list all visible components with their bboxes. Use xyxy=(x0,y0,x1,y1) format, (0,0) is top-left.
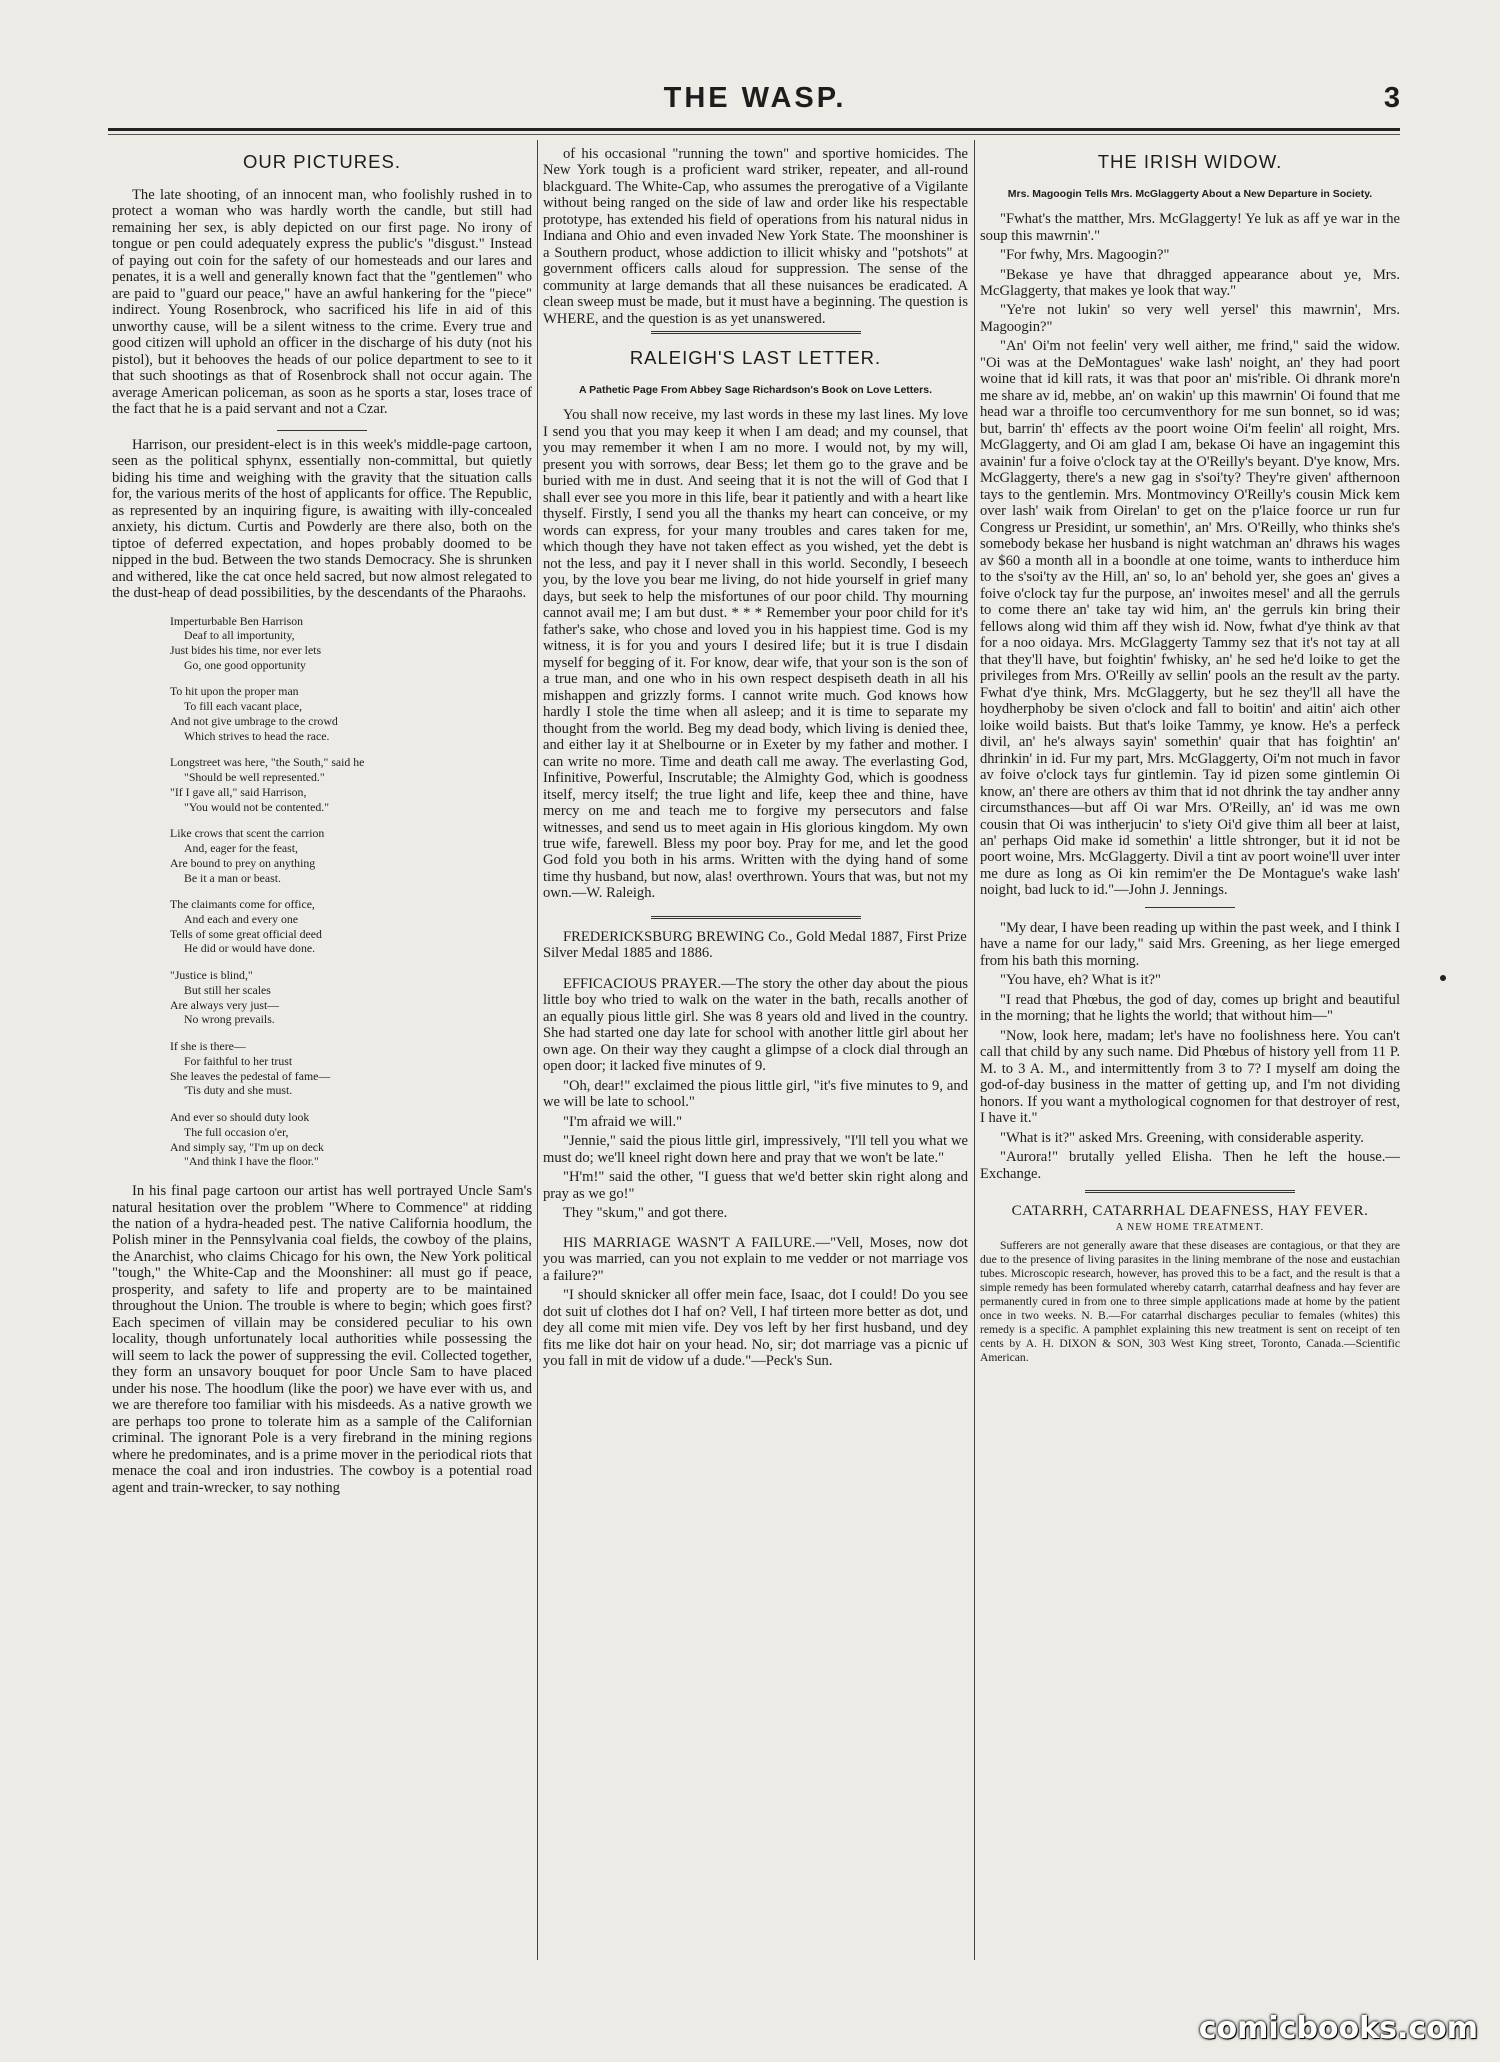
paragraph: "Fwhat's the matther, Mrs. McGlaggerty! Ye luk as aff ye war in the soup this mawrnin'." xyxy=(980,211,1400,244)
paragraph: HIS MARRIAGE WASN'T A FAILURE.—"Vell, Moses, now dot you was married, can you not explain to me vedder or not marriage vos a failure?" xyxy=(543,1234,968,1284)
margin-dot xyxy=(1440,975,1446,981)
verse-line: Which strives to head the race. xyxy=(184,728,330,743)
paragraph: "Jennie," said the pious little girl, impressively, "I'll tell you what we must do; we'll kneel right down here and pray that we won't be late." xyxy=(543,1133,968,1166)
paragraph: "Aurora!" brutally yelled Elisha. Then he left the house.—Exchange. xyxy=(980,1149,1400,1182)
verse-line: He did or would have done. xyxy=(184,941,316,956)
separator xyxy=(651,331,861,334)
verse-line: Like crows that scent the carrion xyxy=(170,826,325,841)
stanza xyxy=(170,826,532,885)
catarrh-ad-text: Sufferers are not generally aware that these diseases are contagious, or that they are due to the presence of living parasites in the lining membrane of the nose and eustachian tubes. Microscopic research, however, has proved this to be a fact, and the result is that a simple remedy has been formulated whereby catarrh, catarrhal deafness and hay fever are permanently cured in from one to three simple applications made at home by the patient once in two weeks. N. B.—For catarrhal discharges peculiar to females (whites) this remedy is a specific. A pamphlet explaining this new treatment is sent on receipt of ten cents by A. H. DIXON & SON, 303 West King street, Toronto, Canada.—Scientific American. xyxy=(980,1239,1400,1364)
paragraph: "Oh, dear!" exclaimed the pious little girl, "it's five minutes to 9, and we will be late to school." xyxy=(543,1077,968,1111)
verse-line: She leaves the pedestal of fame— xyxy=(170,1068,331,1083)
verse-line: "You would not be contented." xyxy=(184,799,330,814)
stanza xyxy=(170,1110,532,1169)
paragraph: "I read that Phœbus, the god of day, comes up bright and beautiful in the morning; that he lights the world; that without him—" xyxy=(980,991,1400,1025)
verse-line: Just bides his time, nor ever lets xyxy=(170,642,322,657)
verse-line: Be it a man or beast. xyxy=(184,870,281,885)
masthead-title: THE WASP. xyxy=(663,82,847,114)
paragraph: "An' Oi'm not feelin' very well aither, me frind," said the widow. "Oi was at the DeMontagues' wake lash' noight, an' they had poort woine that id kill rats, it was that poor an' mis'rible. Oi dhrank more'n me share av id, mebbe, an' on wakin' up this mawrnin' Oi found that me head war a throifle too cercumventhory for me sun bonnet, so id was; but, barrin' th' effects av the poort woine Oi'm feelin' all roight, Mrs. McGlaggerty, and Oi am glad I am, bekase Oi have an ingagemint this avainin' fur a foive o'clock tay at the O'Reilly's beyant. D'ye know, Mrs. McGlaggerty, there's a new gag in s'soi'ty? They're given' afthernoon tays to the gentlemin. Mrs. Montmovincy O'Reilly's cousin Mick kem over lash' waik from Oirelan' to get on the p'laice foorce ur run fur Congress ur Presidint, ur somethin', an' Mrs. O'Reilly, who thinks she's somebody bekase her husband is night watchman an' dhraws his wages av $60 a month all in a boondle at one toime, wants to intherduce him to the s'soi'ty av the Hill, an' so, lo an' behold yer, she goes an' gives a foive o'clock tay fur the purpose, an' inwoites mesel' and all the gerruls to come there an' take tay wid him, an' the gerruls kin bring their fellows along wid thim aff they wish id. Now, fwhat d'ye think av that for a noo oidaya. Mrs. McGlaggerty Tammy sez that it's not tay at all that they'll have, but foightin' fwhisky, an' he sed he'd loike to get the privileges from Mrs. O'Reilly av sellin' pools an the result av the party. Fwhat d'ye think, Mrs. McGlaggerty, but he sez they'll all have the hoydherphoby be siven o'clock and fall to boitin' and aitin' aich other loike woild baists. But that's loike Tammy, ye know. He's a perfeck divil, an' he's always sayin' somethin' quair that has foightin' an' dhrinkin' in id. Fur my part, Mrs. McGlaggerty, Oi'm not much in favor av foive o'clock tays fur gintlemin. Tay id pizen some gintlemin Oi know, an' there are others av thim that id not dhrink the tay andher anny circumsthances—but aff Oi war Mrs. O'Reilly, an' id was me own cousin that Oi was intherjucin' to s'iety Oi'd give thim all beer at laist, an' perhaps Oid make id somethin' a little shtronger, but it id not be poort woine, Mrs. McGlaggerty. Divil a tint av poort woine'll uver inter me dure as long as Oi kin remim'er the De Montague's wake lash' noight, bad luck to id."—John J. Jennings. xyxy=(980,338,1400,899)
article-heading-irish-widow: THE IRISH WIDOW. xyxy=(1097,151,1283,172)
watermark: comicbooks.com xyxy=(1198,2011,1478,2046)
column-divider xyxy=(537,140,538,1960)
stanza xyxy=(170,755,532,814)
verse-line: And not give umbrage to the crowd xyxy=(170,713,338,728)
paragraph: "My dear, I have been reading up within the past week, and I think I have a name for our lady," said Mrs. Greening, as her liege emerged from his bath this morning. xyxy=(980,919,1400,969)
column-divider xyxy=(974,140,975,1960)
catarrh-subheading: A NEW HOME TREATMENT. xyxy=(1115,1222,1265,1234)
paragraph-continued: of his occasional "running the town" and sportive homicides. The New York tough is a proficient ward striker, repeater, and all-round blackguard. The White-Cap, who assumes the prerogative of a Vigilante without being ranged on the side of law and order like his respectable prototype, has extended his field of operations from his natural nidus in Indiana and Ohio and even invaded New York State. The moonshiner is a Southern product, whose addiction to illicit whisky and "potshots" at government officers calls aloud for suppression. The sense of the community at large demands that all these nuisances be eradicated. A clean sweep must be made, but it must have a beginning. The question is WHERE, and the question is as yet unanswered. xyxy=(543,146,968,327)
paragraph: "You have, eh? What is it?" xyxy=(1000,972,1161,989)
verse-line: The claimants come for office, xyxy=(170,897,315,912)
masthead-rule-thin xyxy=(108,134,1400,135)
verse-line: To fill each vacant place, xyxy=(184,699,303,714)
paragraph: "Ye're not lukin' so very well yersel' this mawrnin', Mrs. Magoogin?" xyxy=(980,302,1400,335)
catarrh-heading: CATARRH, CATARRHAL DEAFNESS, HAY FEVER. xyxy=(1011,1203,1369,1220)
verse-line: But still her scales xyxy=(184,982,271,997)
verse-line: Are bound to prey on anything xyxy=(170,855,316,870)
masthead xyxy=(110,82,1400,122)
verse-line: 'Tis duty and she must. xyxy=(184,1083,293,1098)
verse-line: Go, one good opportunity xyxy=(184,657,306,672)
brewing-notice: FREDERICKSBURG BREWING Co., Gold Medal 1887, First Prize Silver Medal 1885 and 1886. xyxy=(543,928,967,962)
stanza xyxy=(170,684,532,743)
paragraph: "Now, look here, madam; let's have no foolishness here. You can't call that child by any such name. Did Phœbus of history yell from 11 P. M. to 3 A. M., and intermittently from 3 to 7? I myself am doing the god-of-day business in the matter of getting up, and I'm not dividing honors. If you want a mythological cognomen for that destroyer of rest, I have it." xyxy=(980,1027,1400,1127)
article-subheading: Mrs. Magoogin Tells Mrs. McGlaggerty About a New Departure in Society. xyxy=(1007,187,1373,200)
verse-line: "If I gave all," said Harrison, xyxy=(170,784,307,799)
paragraph: Harrison, our president-elect is in this week's middle-page cartoon, seen as the political sphynx, essentially non-committal, but quietly biding his time and weighing with the gravity that the situation calls for, the various merits of the host of applicants for office. The Republic, as represented by an inquiring figure, is awaiting with illy-concealed anxiety, his dictum. Curtis and Powderly are there also, both on the tiptoe of deferred expectation, and hopes probably doomed to be nipped in the bud. Between the two stands Democracy. She is shrunken and withered, like the cat once held sacred, but now almost relegated to the dust-heap of dead possibilities, by the descendants of the Pharaohs. xyxy=(112,436,532,602)
verse-line: For faithful to her trust xyxy=(184,1053,293,1068)
verse-line: "And think I have the floor." xyxy=(184,1154,319,1169)
paragraph: "I should sknicker all offer mein face, Isaac, dot I could! Do you see dot suit uf clothes dot I haf on? Vell, I haf tirteen more better as dot, und dey all come mit mien vife. Dey vos left by her first husband, und dey fits me like dot hair on your head. No, sir; dot marriage vas a picnic uf you fall in mit de vidow uf a dude."—Peck's Sun. xyxy=(543,1287,968,1370)
verse-line: And, eager for the feast, xyxy=(184,841,298,856)
column-3 xyxy=(980,146,1400,1951)
stanza xyxy=(170,614,532,673)
paragraph: The late shooting, of an innocent man, who foolishly rushed in to protect a woman who was hardly worth the candle, but still had remaining her sex, is ably depicted on our first page. No irony of tongue or pen could adequately express the public's "disgust." Instead of paying out coin for the safety of our homesteads and our lares and penates, it is a well and generally known fact that the "gentlemen" who are paid to "guard our peace," have an awful hankering for the "piece" indirect. Young Rosenbrock, who sacrificed his life in aid of this unworthy cause, will be a silent witness to the crime. Every true and good citizen will uphold an officer in the discharge of his duty (not his pistol), but it behooves the heads of our police department to see to it that such shootings as that of Rosenbrock shall not occur again. The average American policeman, as soon as he sports a star, loses trace of the fact that he is a paid servant and not a Czar. xyxy=(112,186,532,418)
paragraph: "What is it?" asked Mrs. Greening, with considerable asperity. xyxy=(1000,1129,1364,1146)
paragraph: "For fwhy, Mrs. Magoogin?" xyxy=(1000,247,1170,264)
paragraph: EFFICACIOUS PRAYER.—The story the other day about the pious little boy who tried to walk on the water in the bath, recalls another of an equally pious little girl. She was 8 years old and lived in the country. She had started one day late for school with another little girl about her own age. On their way they caught a glimpse of a clock dial through an open door; it lacked five minutes of 9. xyxy=(543,975,968,1075)
article-heading-raleigh: RALEIGH'S LAST LETTER. xyxy=(629,347,882,369)
poem xyxy=(170,614,532,1170)
page-number: 3 xyxy=(1383,82,1400,114)
verse-line: Are always very just— xyxy=(170,997,280,1012)
masthead-rule xyxy=(108,128,1400,131)
verse-line: Tells of some great official deed xyxy=(170,926,322,941)
article-subheading: A Pathetic Page From Abbey Sage Richardson's Book on Love Letters. xyxy=(579,384,932,397)
paragraph: "Bekase ye have that dhragged appearance about ye, Mrs. McGlaggerty, that makes ye look that way." xyxy=(980,266,1400,299)
paragraph: In his final page cartoon our artist has well portrayed Uncle Sam's natural hesitation over the problem "Where to Commence" at ridding the nation of a hydra-headed pest. The native California hoodlum, the Polish miner in the Pennsylvania coal fields, the cowboy of the plains, the Anarchist, who claims Chicago for his own, the New York political "tough," the White-Cap and the Moonshiner: all must go if peace, prosperity, and safety to life and property are to be maintained throughout the Union. The trouble is where to begin; which goes first? Each specimen of villain may be considered peculiar to his own locality, though unfortunately local authorities while possessing the will seem to lack the power of suppressing the evil. Collected together, they form an unsavory bouquet for poor Uncle Sam to have placed under his nose. The hoodlum (like the poor) we have ever with us, and we are therefore too familiar with his misdeeds. As a native growth we are perhaps too prone to tolerate him as a sample of the Californian criminal. The ignorant Pole is a very firebrand in the mining regions where he predominates, and is a prime mover in the periodical riots that menace the coal and iron industries. The cowboy is a potential road agent and train-wrecker, to say nothing xyxy=(112,1183,532,1496)
verse-line: "Justice is blind," xyxy=(170,968,253,983)
separator xyxy=(1085,1190,1295,1193)
verse-line: Imperturbable Ben Harrison xyxy=(170,613,303,628)
verse-line: And simply say, "I'm up on deck xyxy=(170,1139,324,1154)
paragraph: They "skum," and got there. xyxy=(563,1205,728,1222)
verse-line: "Should be well represented." xyxy=(184,770,325,785)
column-2 xyxy=(543,146,968,1951)
stanza xyxy=(170,1039,532,1098)
column-1 xyxy=(112,146,532,1951)
verse-line: And ever so should duty look xyxy=(170,1110,310,1125)
stanza xyxy=(170,968,532,1027)
verse-line: And each and every one xyxy=(184,912,298,926)
paragraph: "I'm afraid we will." xyxy=(563,1113,683,1130)
separator xyxy=(277,430,367,431)
verse-line: To hit upon the proper man xyxy=(170,684,299,699)
verse-line: The full occasion o'er, xyxy=(184,1124,289,1139)
verse-line: Longstreet was here, "the South," said he xyxy=(170,755,365,770)
paragraph: "H'm!" said the other, "I guess that we'd better skin right along and pray as we go!" xyxy=(543,1169,968,1202)
letter-text: You shall now receive, my last words in these my last lines. My love I send you that you may keep it when I am dead; and my counsel, that you may remember it when I am no more. I would not, by my will, present you with sorrows, dear Bess; let them go to the grave and be buried with me in dust. And seeing that it is not the will of God that I shall ever see you more in this life, bear it patiently and with a heart like thyself. Firstly, I send you all the thanks my heart can conceive, or my words can express, for your many troubles and cares taken for me, which though they have not taken effect as you wished, yet the debt is not the less, and pay it I never shall in this world. Secondly, I beseech you, by the love you bear me living, do not hide yourself in grief many days, but seek to help the misfortunes of our poor child. Thy mourning cannot avail me; I am but dust. * * * Remember your poor child for it's father's sake, who chose and loved you in his happiest time. God is my witness, it is for you and yours I desired life; but it is true I disdain myself for begging of it. For know, dear wife, that your son is the son of a true man, and one who in his own respect despiseth death in all his mishappen and grizzly forms. I cannot write much. God knows how hardly I stole the time when all asleep; and it is time to separate my thought from the world. Beg my dead body, which living is denied thee, and either lay it at Shelbourne or in Exeter by my father and mother. I can write no more. Time and death call me away. The everlasting God, Infinitive, Powerful, Inscrutable; the Almighty God, which is goodness itself, mercy itself; the true light and life, keep thee and thine, have mercy on me and teach me to forgive my persecutors and false witnesses, and send us to meet again in His glorious kingdom. My own true wife, farewell. Bless my poor boy. Pray for me, and let the good God fold you both in his arms. Written with the dying hand of some time thy husband, but now, alas! overthrown. Yours that was, but not my own.—W. Raleigh. xyxy=(543,407,968,902)
verse-line: Deaf to all importunity, xyxy=(184,628,295,643)
verse-line: If she is there— xyxy=(170,1039,246,1054)
separator xyxy=(651,916,861,919)
verse-line: No wrong prevails. xyxy=(184,1012,275,1027)
separator xyxy=(1145,907,1235,908)
stanza xyxy=(170,897,532,956)
article-heading-our-pictures: OUR PICTURES. xyxy=(243,151,401,172)
